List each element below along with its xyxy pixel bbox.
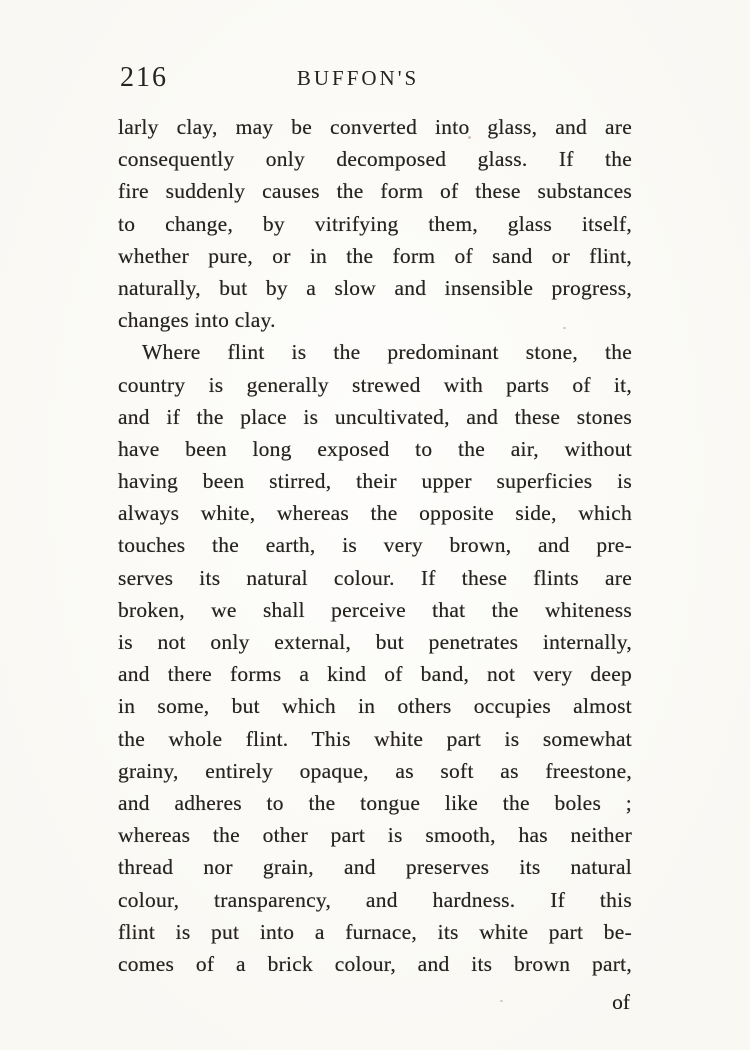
page-number: 216 xyxy=(120,62,168,93)
text-line: changes into clay. xyxy=(118,308,276,333)
text-line: in some, but which in others occupies almost xyxy=(118,694,632,719)
text-line: comes of a brick colour, and its brown part, xyxy=(118,951,632,976)
text-line: the whole flint. This white part is somewhat xyxy=(118,726,632,751)
text-line: thread nor grain, and preserves its natural xyxy=(118,855,632,880)
text-line: whereas the other part is smooth, has neither xyxy=(118,823,632,848)
text-line: having been stirred, their upper superficies is xyxy=(118,469,632,494)
running-head xyxy=(118,62,632,96)
body-text xyxy=(118,111,632,980)
catchword: of xyxy=(612,990,630,1014)
text-line: and adheres to the tongue like the boles ; xyxy=(118,790,632,815)
text-line: and if the place is uncultivated, and these stones xyxy=(118,404,632,429)
text-line: is not only external, but penetrates internally, xyxy=(118,630,632,654)
text-line: country is generally strewed with parts of it, xyxy=(118,372,632,397)
text-line: consequently only decomposed glass. If the xyxy=(118,147,632,172)
text-line: to change, by vitrifying them, glass itself, xyxy=(118,211,632,236)
text-line: fire suddenly causes the form of these substances xyxy=(118,179,632,204)
text-line: flint is put into a furnace, its white part be- xyxy=(118,919,632,944)
text-line: larly clay, may be converted into glass, and are xyxy=(118,115,632,139)
text-line: grainy, entirely opaque, as soft as freestone, xyxy=(118,758,632,783)
text-line: naturally, but by a slow and insensible progress, xyxy=(118,275,632,300)
text-line: touches the earth, is very brown, and pre- xyxy=(118,533,632,558)
text-line: serves its natural colour. If these flints are xyxy=(118,565,632,590)
text-line: Where flint is the predominant stone, the xyxy=(142,340,632,365)
text-line: and there forms a kind of band, not very deep xyxy=(118,662,632,687)
text-line: have been long exposed to the air, without xyxy=(118,436,632,461)
text-line: whether pure, or in the form of sand or flint, xyxy=(118,243,632,268)
text-line: colour, transparency, and hardness. If this xyxy=(118,887,632,912)
text-line: always white, whereas the opposite side, which xyxy=(118,501,632,526)
running-title: BUFFON'S xyxy=(296,66,420,90)
text-line: broken, we shall perceive that the whiteness xyxy=(118,597,632,622)
